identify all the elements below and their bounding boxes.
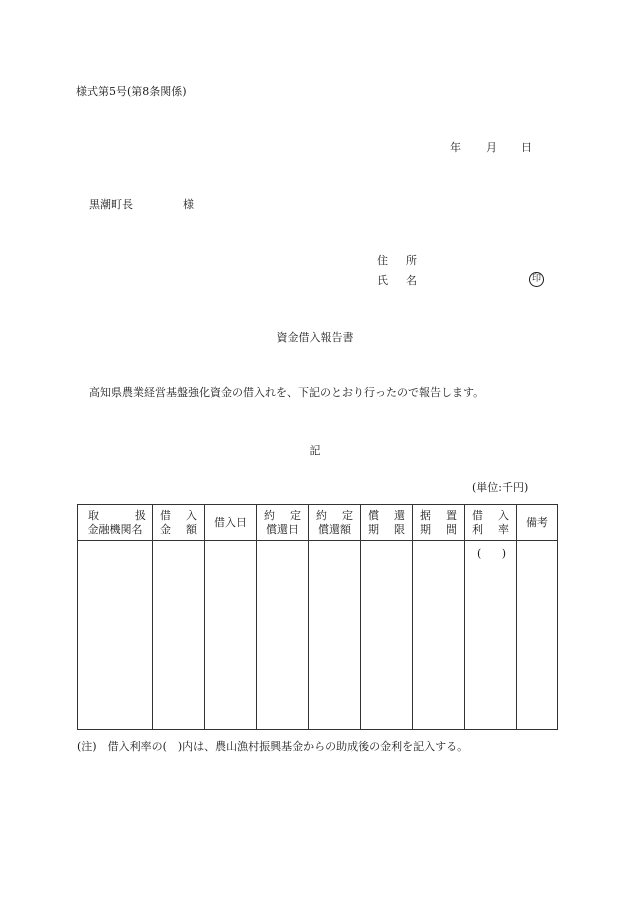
header-repayment-amount: 約 定 償還額 bbox=[309, 505, 361, 541]
footnote: (注) 借入利率の( )内は、農山漁村振興基金からの助成後の金利を記入する。 bbox=[77, 740, 469, 753]
addressee-suffix: 様 bbox=[183, 198, 194, 211]
cell-institution[interactable] bbox=[78, 541, 153, 730]
header-interest-rate: 借 入 利 率 bbox=[465, 505, 517, 541]
cell-grace-period[interactable] bbox=[413, 541, 465, 730]
date-year-label: 年 bbox=[450, 141, 461, 154]
seal-mark: 印 bbox=[529, 272, 544, 287]
cell-loan-amount[interactable] bbox=[153, 541, 205, 730]
header-loan-date: 借入日 bbox=[205, 505, 257, 541]
cell-repayment-amount[interactable] bbox=[309, 541, 361, 730]
rate-paren-open: ( bbox=[477, 547, 482, 560]
cell-interest-rate[interactable] bbox=[465, 541, 517, 730]
body-text: 高知県農業経営基盤強化資金の借入れを、下記のとおり行ったので報告します。 bbox=[89, 386, 485, 399]
header-repayment-term: 償 還 期 限 bbox=[361, 505, 413, 541]
form-number: 様式第5号(第8条関係) bbox=[76, 85, 187, 98]
loan-table bbox=[77, 504, 558, 730]
address-label bbox=[377, 254, 417, 268]
table-header-row bbox=[78, 505, 558, 541]
cell-repayment-term[interactable] bbox=[361, 541, 413, 730]
name-label-char-2: 名 bbox=[406, 274, 417, 287]
header-remarks: 備考 bbox=[517, 505, 558, 541]
name-label bbox=[377, 274, 417, 288]
unit-label: (単位:千円) bbox=[472, 481, 529, 494]
document-title: 資金借入報告書 bbox=[276, 331, 354, 344]
address-label-char-2: 所 bbox=[406, 254, 417, 267]
cell-loan-date[interactable] bbox=[205, 541, 257, 730]
address-label-char-1: 住 bbox=[377, 254, 388, 267]
cell-repayment-date[interactable] bbox=[257, 541, 309, 730]
name-label-char-1: 氏 bbox=[377, 274, 388, 287]
cell-remarks[interactable] bbox=[517, 541, 558, 730]
header-repayment-date: 約 定 償還日 bbox=[257, 505, 309, 541]
rate-paren-close: ) bbox=[501, 547, 506, 560]
header-loan-amount: 借 入 金 額 bbox=[153, 505, 205, 541]
addressee: 黒潮町長 bbox=[89, 198, 133, 211]
header-institution: 取 扱 金融機関名 bbox=[78, 505, 153, 541]
ki-label: 記 bbox=[309, 444, 321, 457]
table-row bbox=[78, 541, 558, 730]
header-grace-period: 据 置 期 間 bbox=[413, 505, 465, 541]
date-day-label: 日 bbox=[521, 141, 532, 154]
date-month-label: 月 bbox=[486, 141, 497, 154]
